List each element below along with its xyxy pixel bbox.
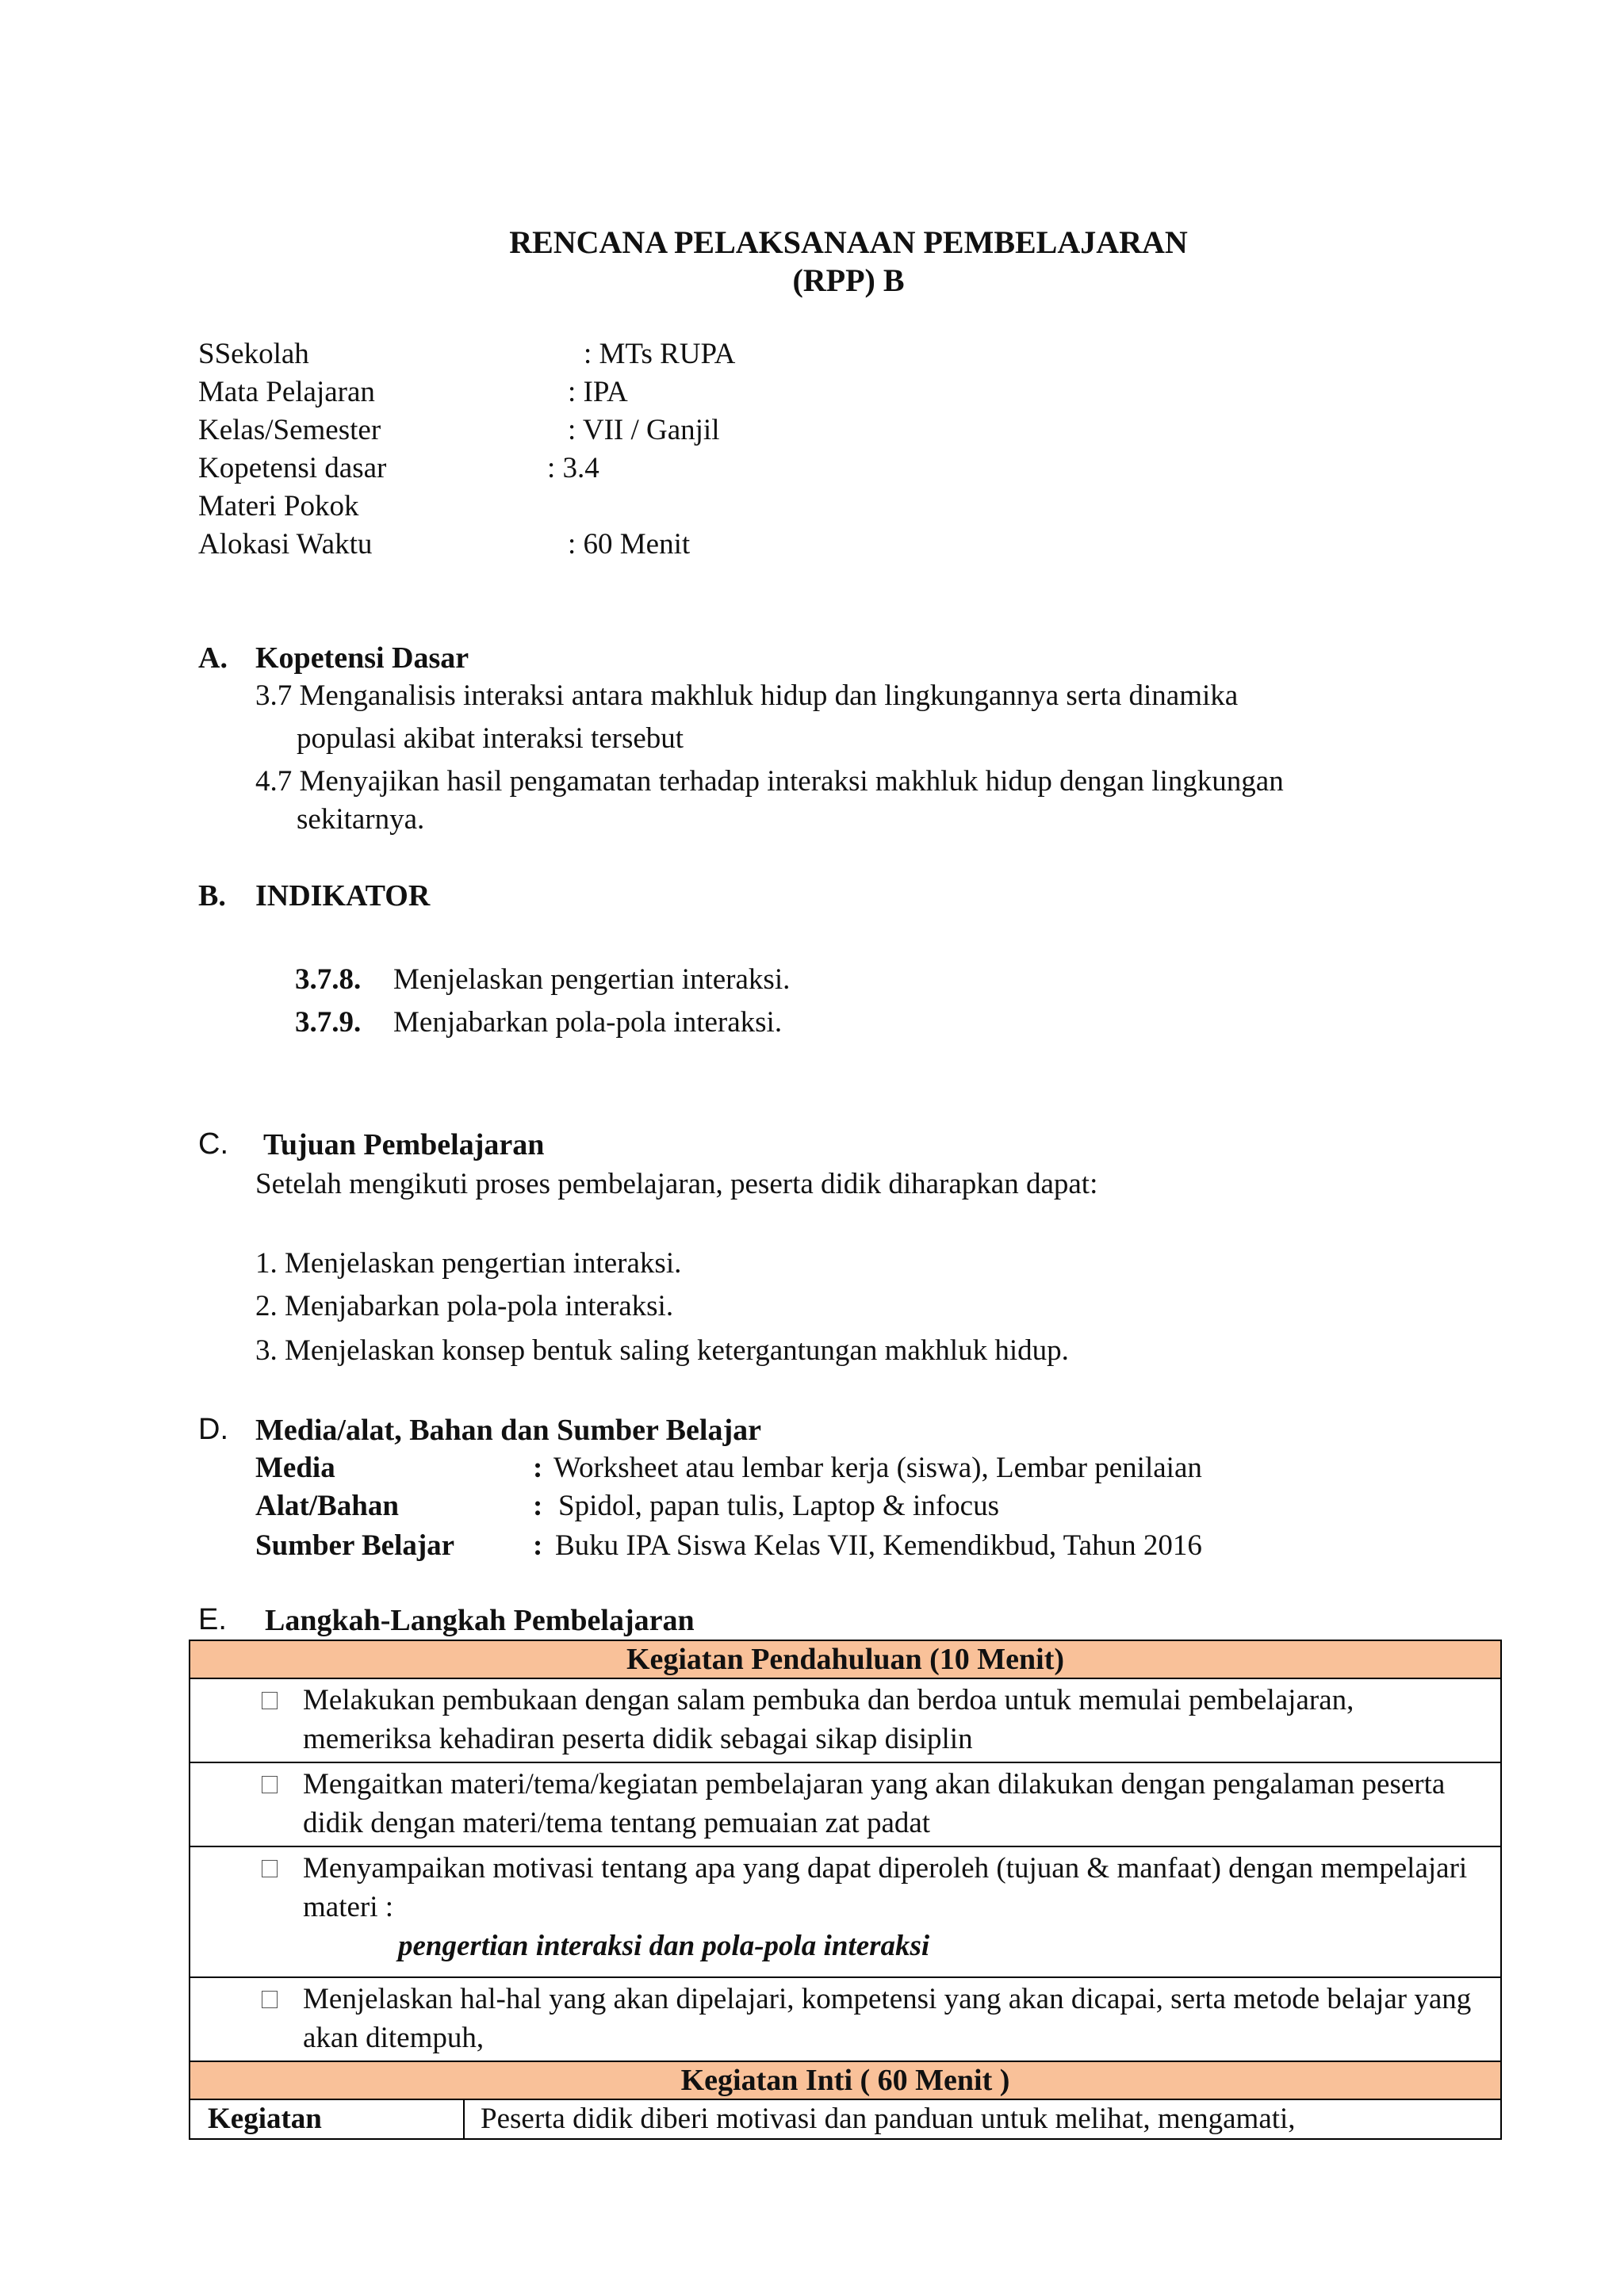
section-e-letter: E.: [198, 1603, 227, 1636]
section-e-title: Langkah-Langkah Pembelajaran: [265, 1604, 695, 1637]
sumber-value: Buku IPA Siswa Kelas VII, Kemendikbud, Tahun 2016: [555, 1529, 1202, 1562]
section-b-letter: B.: [198, 879, 226, 913]
info-value-waktu: : 60 Menit: [568, 528, 691, 561]
kd-item-2-line1: 4.7 Menyajikan hasil pengamatan terhadap interaksi makhluk hidup dengan lingkungan: [255, 765, 1284, 798]
sumber-label: Sumber Belajar: [255, 1529, 455, 1562]
inti-label: Kegiatan: [190, 2099, 464, 2139]
alat-value: Spidol, papan tulis, Laptop & infocus: [558, 1490, 999, 1522]
pendahuluan-text-4: Menjelaskan hal-hal yang akan dipelajari, kompetensi yang akan dicapai, serta metode belajar yang akan ditempuh,: [303, 1983, 1472, 2054]
media-sep: :: [533, 1452, 543, 1484]
section-a-title: Kopetensi Dasar: [255, 641, 469, 675]
document-subtitle: (RPP) B: [792, 262, 905, 298]
pendahuluan-row-1: [190, 1678, 1501, 1762]
info-value-mapel: : IPA: [568, 376, 628, 408]
media-label: Media: [255, 1452, 335, 1484]
document-title: RENCANA PELAKSANAAN PEMBELAJARAN: [509, 224, 1188, 260]
sumber-sep: :: [533, 1529, 543, 1562]
alat-label: Alat/Bahan: [255, 1490, 399, 1522]
media-value: Worksheet atau lembar kerja (siswa), Lembar penilaian: [553, 1452, 1202, 1484]
info-label-waktu: Alokasi Waktu: [198, 528, 373, 561]
tujuan-item-1: 1. Menjelaskan pengertian interaksi.: [255, 1247, 682, 1280]
checkbox-icon: [262, 1991, 278, 2008]
info-label-kelas: Kelas/Semester: [198, 414, 381, 446]
kd-item-1-line1: 3.7 Menganalisis interaksi antara makhluk hidup dan lingkungannya serta dinamika: [255, 679, 1239, 712]
header-pendahuluan: Kegiatan Pendahuluan (10 Menit): [190, 1640, 1501, 1678]
section-c-title: Tujuan Pembelajaran: [263, 1128, 545, 1161]
info-label-mapel: Mata Pelajaran: [198, 376, 375, 408]
info-label-materi: Materi Pokok: [198, 490, 359, 522]
indikator-text-2: Menjabarkan pola-pola interaksi.: [393, 1006, 783, 1039]
section-b-title: INDIKATOR: [255, 879, 431, 913]
pendahuluan-row-3: [190, 1846, 1501, 1977]
kd-item-1-line2: populasi akibat interaksi tersebut: [297, 722, 684, 755]
checkbox-icon: [262, 1692, 278, 1709]
alat-sep: :: [533, 1490, 543, 1522]
indikator-num-1: 3.7.8.: [295, 963, 362, 996]
checkbox-icon: [262, 1860, 278, 1877]
pendahuluan-text-2: Mengaitkan materi/tema/kegiatan pembelajaran yang akan dilakukan dengan pengalaman peserta didik dengan materi/tema tentang pemuaian zat padat: [303, 1768, 1446, 1839]
info-label-kd: Kopetensi dasar: [198, 452, 387, 484]
pendahuluan-row-4: [190, 1977, 1501, 2061]
info-value-kelas: : VII / Ganjil: [568, 414, 720, 446]
checkbox-icon: [262, 1776, 278, 1793]
tujuan-intro: Setelah mengikuti proses pembelajaran, peserta didik diharapkan dapat:: [255, 1168, 1098, 1200]
section-d-title: Media/alat, Bahan dan Sumber Belajar: [255, 1414, 761, 1447]
header-inti: Kegiatan Inti ( 60 Menit ): [190, 2061, 1501, 2099]
pendahuluan-emphasis: pengertian interaksi dan pola-pola interaksi: [398, 1930, 930, 1962]
section-d-letter: D.: [198, 1413, 228, 1446]
pendahuluan-text-1: Melakukan pembukaan dengan salam pembuka dan berdoa untuk memulai pembelajaran, memeriksa kehadiran peserta didik sebagai sikap disiplin: [303, 1684, 1354, 1755]
tujuan-item-3: 3. Menjelaskan konsep bentuk saling ketergantungan makhluk hidup.: [255, 1334, 1069, 1367]
section-a-letter: A.: [198, 641, 228, 675]
inti-text: Peserta didik diberi motivasi dan panduan untuk melihat, mengamati,: [464, 2099, 1501, 2139]
indikator-num-2: 3.7.9.: [295, 1006, 362, 1039]
indikator-text-1: Menjelaskan pengertian interaksi.: [393, 963, 791, 996]
info-label-sekolah: SSekolah: [198, 338, 309, 370]
info-value-kd: : 3.4: [547, 452, 599, 484]
section-c-letter: C.: [198, 1127, 228, 1161]
tujuan-item-2: 2. Menjabarkan pola-pola interaksi.: [255, 1290, 674, 1322]
langkah-table: [189, 1640, 1502, 2140]
pendahuluan-row-2: [190, 1762, 1501, 1846]
info-value-sekolah: : MTs RUPA: [584, 338, 736, 370]
kd-item-2-line2: sekitarnya.: [297, 803, 425, 836]
pendahuluan-text-3: Menyampaikan motivasi tentang apa yang dapat diperoleh (tujuan & manfaat) dengan mempelajari materi :: [303, 1852, 1468, 1923]
